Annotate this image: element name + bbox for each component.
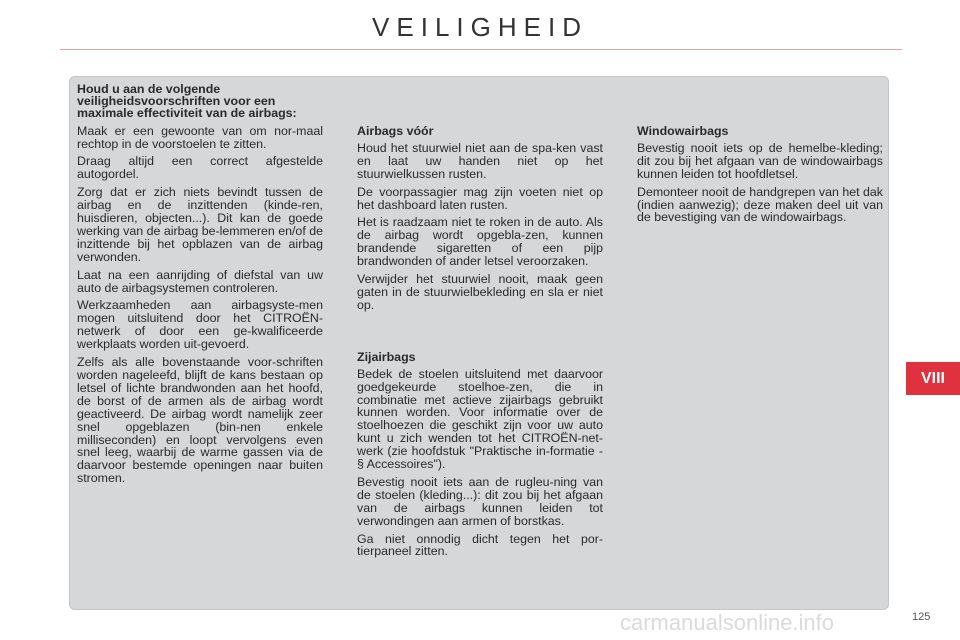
paragraph: Demonteer nooit de handgrepen van het dak (indien aanwezig); deze maken deel uit van de bevestiging van de windowairbags.: [637, 184, 883, 225]
watermark: carmanualsonline.info: [620, 610, 835, 635]
column-general-rules: [77, 83, 323, 490]
paragraph: Bevestig nooit iets aan de rugleu-ning van de stoelen (kleding...): dit zou bij het afgaan van de airbags kunnen leiden tot verwondingen aan armen of borstkas.: [357, 474, 603, 528]
title-divider: [60, 49, 902, 50]
front-airbags-heading: Airbags vóór: [357, 124, 434, 138]
paragraph: Laat na een aanrijding of diefstal van uw auto de airbagsystemen controleren.: [77, 267, 323, 295]
paragraph: Zelfs als alle bovenstaande voor-schriften worden nageleefd, blijft de kans bestaan op letsel of lichte brandwonden aan het hoofd, de borst of de armen als de airbag wordt geactiveerd. De airbag wordt namelijk zeer snel opgeblazen (bin-nen enkele milliseconden) en loopt vervolgens even snel leeg, waarbij de warme gassen via de daarvoor bestemde openingen naar buiten stromen.: [77, 355, 323, 486]
page-title: VEILIGHEID: [372, 12, 588, 42]
chapter-tab: VIII: [906, 362, 960, 395]
paragraph: Zorg dat er zich niets bevindt tussen de airbag en de inzittenden (kinde-ren, huisdieren, objecten...). Dit kan de goede werking van de airbag be-lemmeren en/of de inzittende bij het opblazen van de airbag verwonden.: [77, 185, 323, 264]
side-airbags-heading: Zijairbags: [357, 349, 416, 364]
column-window-airbags: [637, 125, 883, 229]
column-front-side-airbags: [357, 125, 603, 563]
general-rules-heading: Houd u aan de volgende veiligheidsvoorschriften voor een maximale effectiviteit van de airbags:: [77, 82, 297, 121]
paragraph: Ga niet onnodig dicht tegen het por-tierpaneel zitten.: [357, 531, 603, 559]
paragraph: Bevestig nooit iets op de hemelbe-kleding; dit zou bij het afgaan van de windowairbags kunnen leiden tot hoofdletsel.: [637, 140, 883, 181]
paragraph: Maak er een gewoonte van om nor-maal rechtop in de voorstoelen te zitten.: [77, 123, 323, 151]
window-airbags-heading: Windowairbags: [637, 124, 729, 138]
paragraph: Bedek de stoelen uitsluitend met daarvoor goedgekeurde stoelhoe-zen, die in combinatie met actieve zijairbags gebruikt kunnen worden. Voor informatie over de stoelhoezen die geschikt zijn voor uw auto kunt u zich wenden tot het CITROËN-net-werk (zie hoofdstuk "Praktische in-formatie - § Accessoires").: [357, 366, 603, 472]
paragraph: Het is raadzaam niet te roken in de auto. Als de airbag wordt opgebla-zen, kunnen brandende sigaretten of een pijp brandwonden of ander letsel veroorzaken.: [357, 215, 603, 269]
paragraph: Werkzaamheden aan airbagsyste-men mogen uitsluitend door het CITROËN-netwerk of door een ge-kwalificeerde werkplaats worden uit-gevoerd.: [77, 298, 323, 352]
page-number: 125: [912, 611, 931, 623]
paragraph: De voorpassagier mag zijn voeten niet op het dashboard laten rusten.: [357, 184, 603, 212]
paragraph: Verwijder het stuurwiel nooit, maak geen gaten in de stuurwielbekleding en sla er niet op.: [357, 272, 603, 312]
paragraph: Draag altijd een correct afgestelde autogordel.: [77, 154, 323, 182]
section-front-airbags: [357, 125, 603, 312]
content-panel: [69, 76, 889, 610]
section-side-airbags: [357, 351, 603, 559]
paragraph: Houd het stuurwiel niet aan de spa-ken vast en laat uw handen niet op het stuurwielkussen rusten.: [357, 140, 603, 181]
